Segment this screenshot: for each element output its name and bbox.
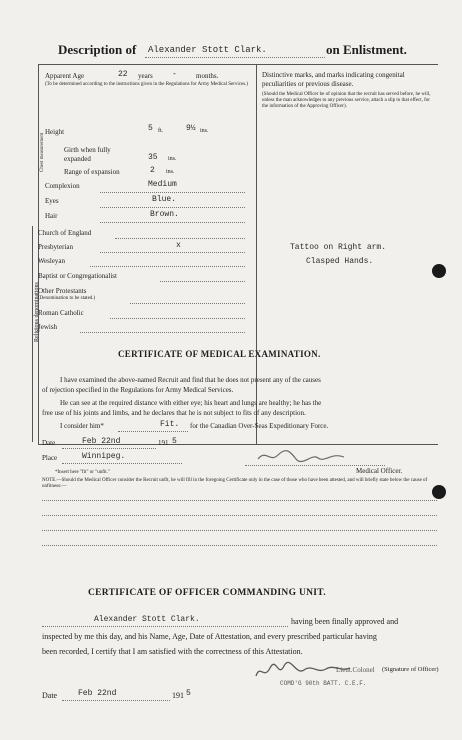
commanding-name-line (42, 626, 288, 627)
medical-para1a: I have examined the above-named Recruit and find that he does not present any of the causes (60, 376, 321, 384)
religion-wesleyan: Wesleyan (38, 257, 66, 265)
height-ft: 5 (148, 124, 153, 133)
medical-date-value: Feb 22nd (82, 437, 121, 446)
distinctive-marks-note: (Should the Medical Officer be of opinion that the recruit has served before, he will, unless the man acknowledges to any previous service, attach a slip to that effect, for the information of the Approving Officer). (262, 92, 431, 109)
fit-line (118, 431, 188, 432)
eyes-label: Eyes (45, 197, 59, 205)
ft-label: ft. (158, 128, 164, 134)
hair-line (100, 222, 245, 223)
religion-presbyterian: Presbyterian (38, 243, 73, 251)
place-value: Winnipeg. (82, 452, 126, 461)
height-label: Height (45, 128, 65, 136)
recruit-name: Alexander Stott Clark. (148, 45, 267, 55)
medical-officer-line (245, 465, 385, 466)
medical-officer-label: Medical Officer. (356, 467, 403, 475)
fit-value: Fit. (160, 420, 180, 429)
box-top (38, 64, 438, 65)
unfit-line-1 (42, 500, 437, 501)
chest-label: Chest measurement (40, 132, 45, 172)
commanding-sig-label: (Signature of Officer) (382, 666, 439, 673)
religion-line-3 (90, 266, 245, 267)
mark-line-1: Tattoo on Right arm. (290, 243, 387, 252)
commanding-name-value: Alexander Stott Clark. (94, 615, 200, 624)
title-prefix: Description of (58, 42, 137, 57)
religion-presbyterian-mark: x (176, 241, 181, 250)
commanding-date-label: Date (42, 691, 58, 700)
girth-unit: ins. (168, 156, 177, 162)
medical-para2b: free use of his joints and limbs, and he declares that he is not subject to fits of any description. (42, 409, 306, 417)
commanding-heading: CERTIFICATE OF OFFICER COMMANDING UNIT. (88, 588, 326, 598)
commanding-stamp: COMD'G 90th BATT. C.E.F. (280, 680, 367, 687)
religion-roman-catholic: Roman Catholic (38, 309, 84, 317)
box-mid-divider (256, 64, 257, 444)
months-label: months. (196, 72, 219, 80)
commanding-year-digit: 5 (186, 689, 191, 698)
range-value: 2 (150, 166, 155, 175)
box-left (38, 64, 39, 444)
unfit-line-2 (42, 515, 437, 516)
height-ins: 9½ (186, 124, 196, 133)
religion-denomination-note: (Denomination to be stated.) (38, 296, 96, 301)
religion-jewish: Jewish (38, 323, 58, 331)
consider-prefix: I consider him* (60, 422, 104, 430)
complexion-line (100, 192, 245, 193)
age-months: - (172, 70, 177, 79)
hair-value: Brown. (150, 210, 179, 219)
religion-bracket (32, 226, 33, 442)
fit-footnote: *Insert here "fit" or "unfit." (55, 470, 110, 475)
place-label: Place (42, 454, 58, 462)
commanding-text2: inspected by me this day, and his Name, Age, Date of Attestation, and every prescribed particular having (42, 632, 377, 641)
medical-year-prefix: 191 (158, 439, 169, 447)
medical-year-digit: 5 (172, 437, 177, 446)
mark-line-2: Clasped Hands. (306, 257, 374, 266)
punch-hole-top (432, 264, 446, 278)
medical-para2a: He can see at the required distance with either eye; his heart and lungs are healthy; he has the (60, 399, 322, 407)
medical-date-label: Date (42, 439, 56, 447)
hair-label: Hair (45, 212, 58, 220)
complexion-label: Complexion (45, 182, 80, 190)
religion-line-1 (115, 238, 245, 239)
unfit-line-4 (42, 545, 437, 546)
title-suffix: on Enlistment. (326, 42, 407, 57)
religion-line-2 (100, 252, 245, 253)
religion-baptist: Baptist or Congregationalist (38, 272, 117, 280)
eyes-line (100, 207, 245, 208)
commanding-text3: been recorded, I certify that I am satisfied with the correctness of this Attestation. (42, 647, 303, 656)
religion-line-6 (110, 318, 245, 319)
medical-para1b: of rejection specified in the Regulations for Army Medical Services. (42, 386, 234, 394)
age-note: (To be determined according to the instructions given in the Regulations for Army Medical Services.) (45, 82, 249, 87)
religion-line-5 (130, 303, 245, 304)
medical-note: NOTE.—Should the Medical Officer consider the Recruit unfit, he will fill in the foregoing Certificate only in the case of those who have been attested, and will briefly state below the cause of unfitness:— (42, 478, 428, 489)
commanding-date-value: Feb 22nd (78, 689, 117, 698)
commanding-year-prefix: 191 (172, 691, 184, 700)
range-label: Range of expansion (64, 168, 120, 176)
punch-hole-bottom (432, 485, 446, 499)
religion-other-protestants: Other Protestants (38, 287, 87, 295)
eyes-value: Blue. (152, 195, 177, 204)
commanding-date-line (62, 700, 170, 701)
religion-label: Religious denominations (34, 282, 40, 342)
unfit-line-3 (42, 530, 437, 531)
complexion-value: Medium (148, 180, 177, 189)
range-unit: ins. (166, 169, 175, 175)
distinctive-marks-heading: Distinctive marks, and marks indicating congenital peculiarities or previous disease. (262, 71, 405, 88)
years-label: years (138, 72, 153, 80)
religion-church-of-england: Church of England (38, 229, 92, 237)
girth-value: 35 (148, 153, 158, 162)
age-years: 22 (118, 70, 128, 79)
religion-line-4 (160, 281, 245, 282)
ins-label: ins. (200, 128, 209, 134)
girth-label: Girth when fully expanded (64, 146, 111, 163)
commanding-rank: Lieut.Colonel (336, 666, 375, 674)
commanding-text1: having been finally approved and (291, 617, 399, 626)
title-dotted-line (145, 57, 325, 58)
medical-heading: CERTIFICATE OF MEDICAL EXAMINATION. (118, 349, 321, 359)
place-line (62, 463, 182, 464)
apparent-age-label: Apparent Age (45, 72, 85, 80)
religion-line-7 (80, 332, 245, 333)
medical-date-line (62, 448, 156, 449)
consider-suffix: for the Canadian Over-Seas Expeditionary Force. (190, 422, 329, 430)
